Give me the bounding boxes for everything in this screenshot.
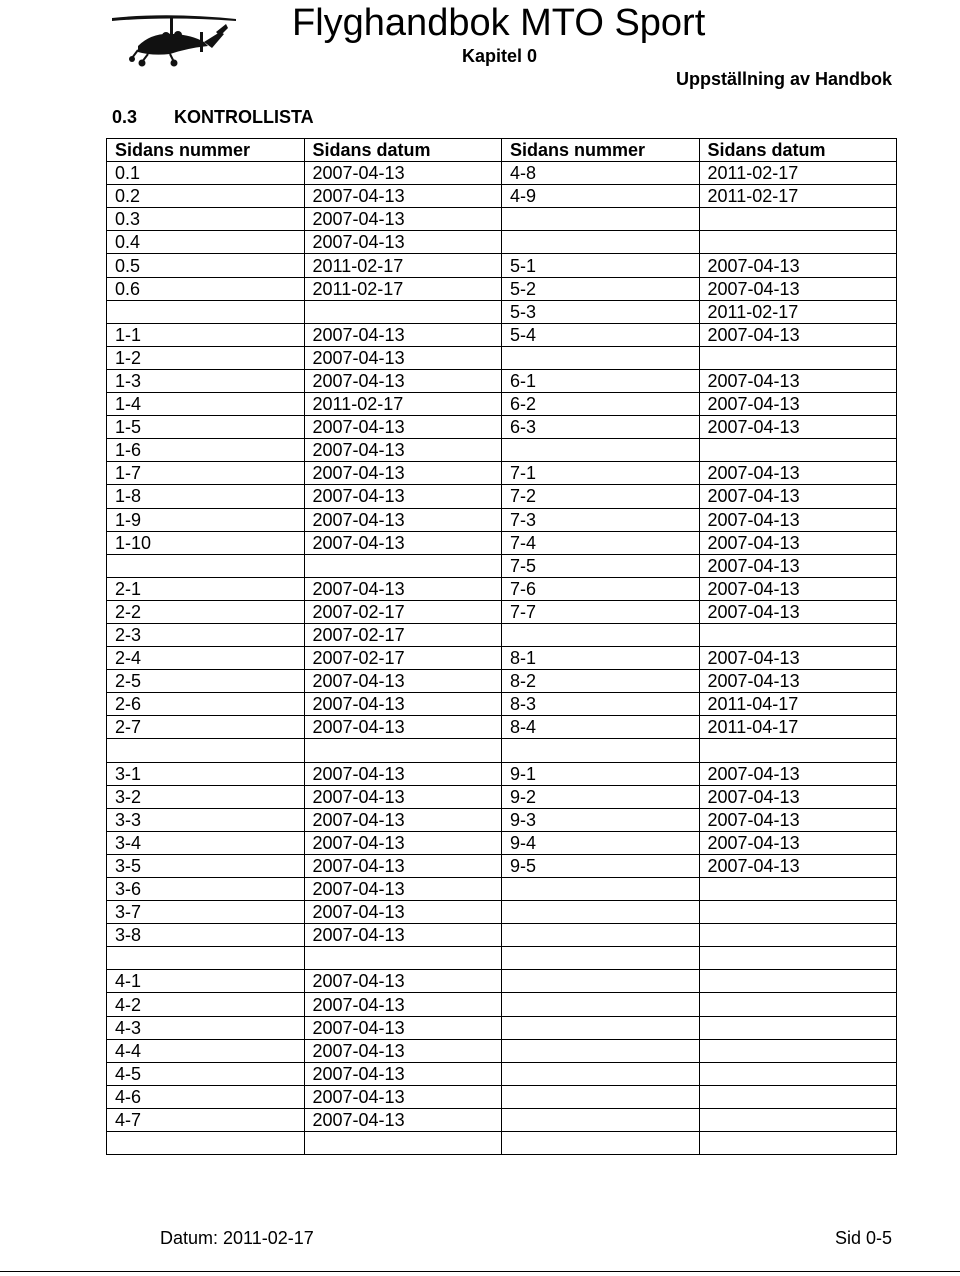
page-date-cell: 2011-02-17 — [699, 162, 897, 185]
page-date-cell: 2007-04-13 — [304, 416, 502, 439]
footer-date: Datum: 2011-02-17 — [160, 1228, 314, 1248]
section-title-right: Uppställning av Handbok — [675, 69, 892, 89]
page-number-cell — [502, 1039, 700, 1062]
page-number-cell — [502, 901, 700, 924]
page-date-cell: 2007-04-13 — [304, 346, 502, 369]
page-number-cell: 7-4 — [502, 531, 700, 554]
page-date-cell: 2007-04-13 — [699, 554, 897, 577]
table-row — [107, 277, 897, 300]
page-number-cell — [502, 739, 700, 762]
page-date-cell: 2007-04-13 — [699, 600, 897, 623]
table-row — [107, 785, 897, 808]
page-date-cell — [699, 993, 897, 1016]
page-number-cell: 4-7 — [107, 1108, 305, 1131]
page-date-cell — [699, 1016, 897, 1039]
page-date-cell — [699, 901, 897, 924]
table-row — [107, 162, 897, 185]
page-date-cell — [699, 623, 897, 646]
column-header-page-number-2: Sidans nummer — [502, 139, 700, 162]
page-date-cell: 2007-04-13 — [699, 416, 897, 439]
section-heading — [112, 107, 314, 128]
table-row — [107, 1039, 897, 1062]
page-number-cell: 9-2 — [502, 785, 700, 808]
page-number-cell — [502, 623, 700, 646]
page-date-cell: 2007-04-13 — [699, 831, 897, 854]
page-date-cell: 2007-04-13 — [304, 577, 502, 600]
page-date-cell — [304, 1132, 502, 1155]
table-row — [107, 185, 897, 208]
page-date-cell: 2007-04-13 — [304, 970, 502, 993]
page-number-cell: 7-2 — [502, 485, 700, 508]
page-date-cell — [304, 739, 502, 762]
page-date-cell: 2011-02-17 — [304, 393, 502, 416]
page-date-cell — [304, 300, 502, 323]
page-number-cell: 4-4 — [107, 1039, 305, 1062]
table-row — [107, 346, 897, 369]
page-date-cell: 2007-04-13 — [699, 393, 897, 416]
page-number-cell: 2-6 — [107, 693, 305, 716]
page-number-cell: 0.1 — [107, 162, 305, 185]
page-number-cell: 1-5 — [107, 416, 305, 439]
page-number-cell: 2-1 — [107, 577, 305, 600]
page-date-cell — [699, 1039, 897, 1062]
gyrocopter-logo-icon — [108, 2, 240, 68]
page-date-cell: 2007-04-13 — [699, 808, 897, 831]
page-date-cell: 2007-04-13 — [304, 1016, 502, 1039]
page-number-cell — [502, 1085, 700, 1108]
page-date-cell: 2007-04-13 — [304, 785, 502, 808]
page-number-cell: 3-1 — [107, 762, 305, 785]
page-number-cell: 2-4 — [107, 647, 305, 670]
page-number-cell: 9-1 — [502, 762, 700, 785]
table-body — [107, 162, 897, 1155]
page-date-cell: 2007-04-13 — [699, 577, 897, 600]
page-date-cell: 2007-04-13 — [304, 162, 502, 185]
page-number-cell — [107, 300, 305, 323]
table-row — [107, 762, 897, 785]
page-number-cell — [502, 947, 700, 970]
page-number-cell: 6-1 — [502, 369, 700, 392]
page-number-cell: 2-3 — [107, 623, 305, 646]
page-number-cell: 1-10 — [107, 531, 305, 554]
page-date-cell: 2007-04-13 — [699, 485, 897, 508]
checklist-table — [106, 138, 897, 1155]
table-row — [107, 1132, 897, 1155]
column-header-page-number-1: Sidans nummer — [107, 139, 305, 162]
page-date-cell: 2007-04-13 — [304, 1039, 502, 1062]
page-date-cell: 2007-04-13 — [304, 1108, 502, 1131]
page-number-cell: 5-3 — [502, 300, 700, 323]
page-number-cell: 8-1 — [502, 647, 700, 670]
page-date-cell: 2007-04-13 — [699, 323, 897, 346]
page-date-cell: 2007-04-13 — [304, 462, 502, 485]
page-number-cell: 9-5 — [502, 854, 700, 877]
page-number-cell: 3-8 — [107, 924, 305, 947]
footer-divider — [0, 1271, 960, 1272]
table-row — [107, 878, 897, 901]
table-row — [107, 323, 897, 346]
table-row — [107, 208, 897, 231]
page-date-cell: 2007-04-13 — [699, 508, 897, 531]
page-date-cell: 2007-04-13 — [699, 277, 897, 300]
table-row — [107, 416, 897, 439]
page-number-cell: 3-3 — [107, 808, 305, 831]
table-row — [107, 485, 897, 508]
page-number-cell: 0.3 — [107, 208, 305, 231]
page-date-cell — [699, 1085, 897, 1108]
page-number-cell — [502, 439, 700, 462]
page-number-cell — [502, 878, 700, 901]
page-date-cell: 2007-04-13 — [304, 208, 502, 231]
page-number-cell: 0.6 — [107, 277, 305, 300]
table-row — [107, 854, 897, 877]
page-number-cell: 4-2 — [107, 993, 305, 1016]
page-date-cell: 2007-02-17 — [304, 647, 502, 670]
page-number-cell: 3-7 — [107, 901, 305, 924]
page-number-cell: 4-3 — [107, 1016, 305, 1039]
table-row — [107, 901, 897, 924]
page-number-cell: 7-7 — [502, 600, 700, 623]
page-date-cell: 2011-02-17 — [699, 185, 897, 208]
table-row — [107, 600, 897, 623]
table-row — [107, 577, 897, 600]
page-date-cell: 2007-04-13 — [304, 808, 502, 831]
table-row — [107, 993, 897, 1016]
page-number-cell — [502, 970, 700, 993]
table-row — [107, 808, 897, 831]
page-number-cell: 7-6 — [502, 577, 700, 600]
page-number-cell: 2-2 — [107, 600, 305, 623]
page-number-cell: 1-6 — [107, 439, 305, 462]
page-number-cell — [502, 231, 700, 254]
page-date-cell: 2011-02-17 — [304, 277, 502, 300]
table-row — [107, 831, 897, 854]
page-date-cell — [699, 1132, 897, 1155]
page-number-cell: 3-6 — [107, 878, 305, 901]
page-number-cell: 2-7 — [107, 716, 305, 739]
table-row — [107, 924, 897, 947]
page-number-cell: 8-3 — [502, 693, 700, 716]
page-date-cell — [304, 947, 502, 970]
page-number-cell: 9-3 — [502, 808, 700, 831]
page-date-cell: 2007-04-13 — [699, 670, 897, 693]
footer-page-number: Sid 0-5 — [834, 1228, 892, 1248]
table-row — [107, 462, 897, 485]
table-row — [107, 739, 897, 762]
table-row — [107, 531, 897, 554]
page-number-cell: 1-3 — [107, 369, 305, 392]
table-row — [107, 693, 897, 716]
table-row — [107, 439, 897, 462]
page-number-cell: 0.2 — [107, 185, 305, 208]
page-number-cell: 2-5 — [107, 670, 305, 693]
table-row — [107, 254, 897, 277]
page-number-cell: 6-2 — [502, 393, 700, 416]
page-date-cell: 2011-04-17 — [699, 693, 897, 716]
page-date-cell: 2007-04-13 — [699, 254, 897, 277]
table-row — [107, 1108, 897, 1131]
page-date-cell: 2007-04-13 — [699, 647, 897, 670]
table-row — [107, 623, 897, 646]
page-date-cell: 2007-04-13 — [699, 531, 897, 554]
page-number-cell: 1-1 — [107, 323, 305, 346]
table-row — [107, 508, 897, 531]
table-row — [107, 647, 897, 670]
page-number-cell: 1-2 — [107, 346, 305, 369]
page-date-cell: 2011-04-17 — [699, 716, 897, 739]
page-date-cell: 2007-04-13 — [304, 231, 502, 254]
page-number-cell: 1-8 — [107, 485, 305, 508]
page-number-cell: 1-4 — [107, 393, 305, 416]
page-number-cell: 3-4 — [107, 831, 305, 854]
page-number-cell: 9-4 — [502, 831, 700, 854]
page-date-cell: 2007-04-13 — [699, 762, 897, 785]
page-date-cell: 2007-04-13 — [304, 993, 502, 1016]
table-row — [107, 1062, 897, 1085]
page-number-cell: 0.5 — [107, 254, 305, 277]
page-number-cell: 4-9 — [502, 185, 700, 208]
page-date-cell: 2007-04-13 — [304, 369, 502, 392]
page-number-cell — [502, 346, 700, 369]
page-date-cell — [699, 1062, 897, 1085]
table-row — [107, 393, 897, 416]
section-title: KONTROLLISTA — [174, 107, 314, 127]
page-number-cell — [502, 1062, 700, 1085]
page-date-cell: 2007-04-13 — [304, 670, 502, 693]
page-date-cell — [699, 739, 897, 762]
table-header-row — [107, 139, 897, 162]
page-date-cell: 2007-04-13 — [304, 485, 502, 508]
page-date-cell — [699, 439, 897, 462]
page-number-cell: 7-3 — [502, 508, 700, 531]
column-header-page-date-1: Sidans datum — [304, 139, 502, 162]
page-date-cell: 2007-04-13 — [304, 762, 502, 785]
page-date-cell — [699, 346, 897, 369]
table-row — [107, 970, 897, 993]
page-number-cell — [502, 208, 700, 231]
page-number-cell — [107, 1132, 305, 1155]
page-number-cell: 5-4 — [502, 323, 700, 346]
page-number-cell — [107, 947, 305, 970]
page-number-cell: 4-6 — [107, 1085, 305, 1108]
page-date-cell: 2007-04-13 — [304, 901, 502, 924]
page-date-cell — [699, 947, 897, 970]
page-date-cell: 2007-04-13 — [699, 369, 897, 392]
page-date-cell: 2007-04-13 — [304, 185, 502, 208]
page-number-cell: 3-2 — [107, 785, 305, 808]
page-date-cell: 2007-04-13 — [699, 785, 897, 808]
table-row — [107, 1085, 897, 1108]
page-date-cell: 2007-04-13 — [304, 323, 502, 346]
page-date-cell: 2007-04-13 — [304, 878, 502, 901]
table-row — [107, 670, 897, 693]
table-row — [107, 231, 897, 254]
page-number-cell: 5-2 — [502, 277, 700, 300]
page-date-cell — [304, 554, 502, 577]
page-date-cell: 2007-04-13 — [699, 462, 897, 485]
page-date-cell: 2007-04-13 — [699, 854, 897, 877]
page-number-cell: 7-1 — [502, 462, 700, 485]
page-date-cell: 2007-04-13 — [304, 531, 502, 554]
page-number-cell: 4-1 — [107, 970, 305, 993]
page-date-cell: 2007-04-13 — [304, 716, 502, 739]
page-number-cell: 1-9 — [107, 508, 305, 531]
page-number-cell — [107, 554, 305, 577]
page-date-cell: 2011-02-17 — [699, 300, 897, 323]
table-row — [107, 947, 897, 970]
page-number-cell: 1-7 — [107, 462, 305, 485]
page-date-cell — [699, 970, 897, 993]
page-date-cell: 2007-02-17 — [304, 600, 502, 623]
page-number-cell: 0.4 — [107, 231, 305, 254]
page-date-cell: 2007-04-13 — [304, 1085, 502, 1108]
page-number-cell: 3-5 — [107, 854, 305, 877]
table-row — [107, 716, 897, 739]
section-number: 0.3 — [112, 107, 138, 127]
page-number-cell — [502, 1108, 700, 1131]
document-title: Flyghandbok MTO Sport — [292, 2, 706, 44]
column-header-page-date-2: Sidans datum — [699, 139, 897, 162]
page-number-cell: 8-2 — [502, 670, 700, 693]
table-row — [107, 369, 897, 392]
page-date-cell: 2007-04-13 — [304, 924, 502, 947]
page-number-cell — [502, 924, 700, 947]
page-date-cell: 2007-04-13 — [304, 1062, 502, 1085]
page-date-cell: 2007-04-13 — [304, 508, 502, 531]
page-date-cell: 2007-04-13 — [304, 854, 502, 877]
page-number-cell: 8-4 — [502, 716, 700, 739]
table-row — [107, 300, 897, 323]
page-number-cell: 7-5 — [502, 554, 700, 577]
page-date-cell: 2007-04-13 — [304, 693, 502, 716]
page-date-cell — [699, 924, 897, 947]
table-row — [107, 554, 897, 577]
page-date-cell — [699, 878, 897, 901]
page-date-cell — [699, 231, 897, 254]
page-number-cell — [502, 1132, 700, 1155]
page-number-cell — [107, 739, 305, 762]
page-number-cell: 4-5 — [107, 1062, 305, 1085]
page-date-cell — [699, 1108, 897, 1131]
page-date-cell: 2007-04-13 — [304, 439, 502, 462]
page-date-cell: 2007-04-13 — [304, 831, 502, 854]
page-number-cell: 4-8 — [502, 162, 700, 185]
table-row — [107, 1016, 897, 1039]
page-number-cell: 5-1 — [502, 254, 700, 277]
page-date-cell: 2011-02-17 — [304, 254, 502, 277]
page-number-cell: 6-3 — [502, 416, 700, 439]
chapter-label: Kapitel 0 — [462, 46, 538, 66]
page-number-cell — [502, 1016, 700, 1039]
page-date-cell: 2007-02-17 — [304, 623, 502, 646]
page-date-cell — [699, 208, 897, 231]
page-number-cell — [502, 993, 700, 1016]
